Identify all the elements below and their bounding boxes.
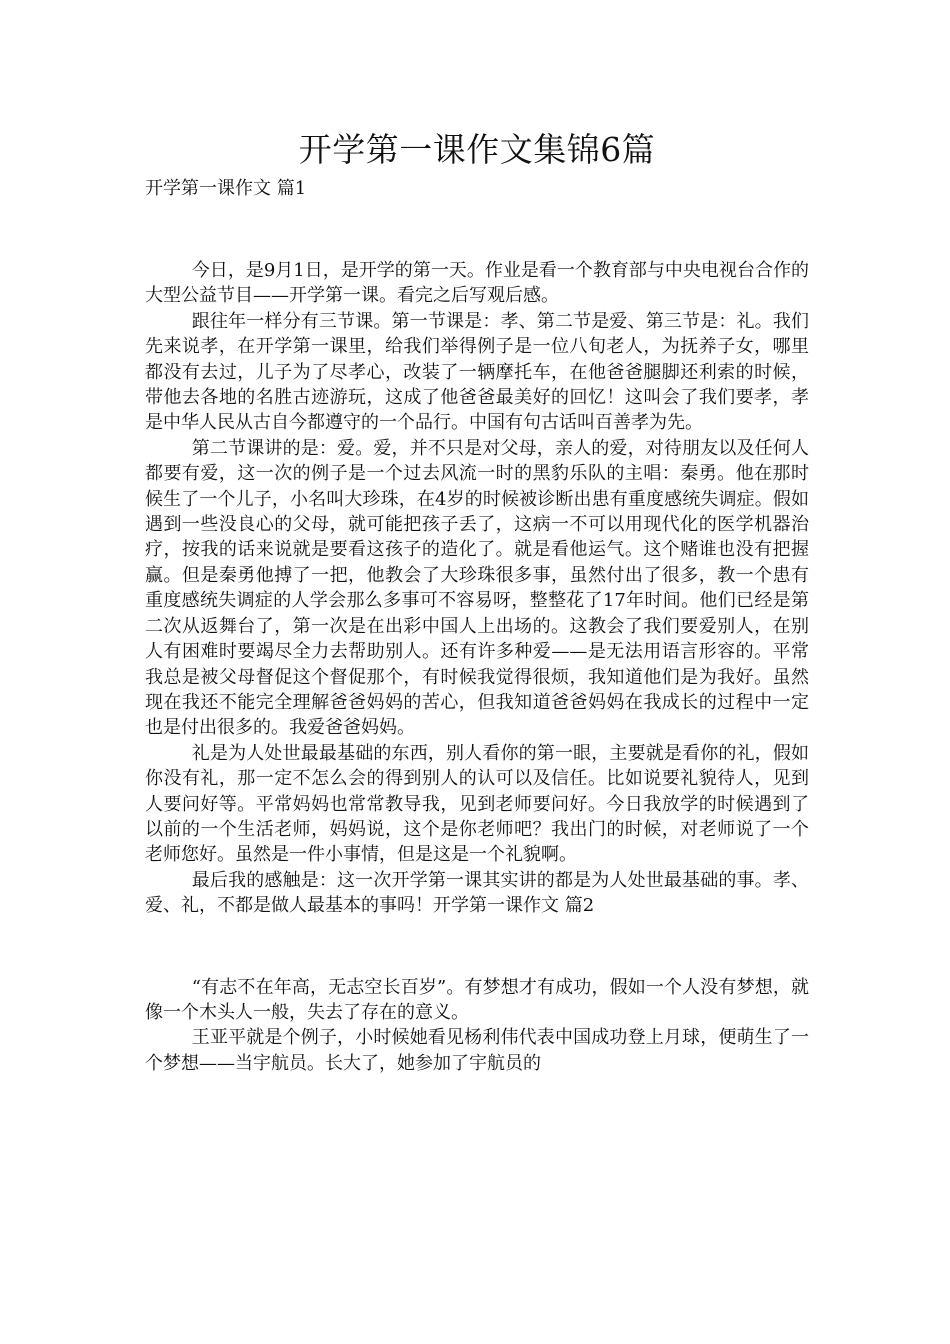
heading-spacer-2 — [145, 919, 809, 975]
heading-spacer — [145, 202, 809, 258]
essay-1-paragraph-2: 跟往年一样分有三节课。第一节课是：孝、第二节是爱、第三节是：礼。我们先来说孝，在开学第一课里，给我们举得例子是一位八旬老人，为抚养子女，哪里都没有去过，儿子为了尽孝心，改装了一辆摩托车，在他爸爸腿脚还利索的时候，带他去各地的名胜古迹游玩，这成了他爸爸最美好的回忆！这叫会了我们要孝，孝是中华人民从古自今都遵守的一个品行。中国有句古话叫百善孝为先。 — [145, 310, 809, 434]
essay-2-paragraph-1: “有志不在年高，无志空长百岁”。有梦想才有成功，假如一个人没有梦想，就像一个木头人一般，失去了存在的意义。 — [145, 976, 809, 1023]
essay-1-paragraph-1: 今日，是9月1日，是开学的第一天。作业是看一个教育部与中央电视台合作的大型公益节目——开学第一课。看完之后写观后感。 — [145, 260, 809, 307]
document-page — [145, 128, 809, 1076]
essay-1-heading: 开学第一课作文 篇1 — [145, 178, 307, 199]
essay-1-paragraph-5 — [145, 868, 809, 919]
essay-1-paragraph-4: 礼是为人处世最最基础的东西，别人看你的第一眼，主要就是看你的礼，假如你没有礼，那一定不怎么会的得到别人的认可以及信任。比如说要礼貌待人，见到人要问好等。平常妈妈也常常教导我，见到老师要问好。今日我放学的时候遇到了以前的一个生活老师，妈妈说，这个是你老师吧？我出门的时候，对老师说了一个老师您好。虽然是一件小事情，但是这是一个礼貌啊。 — [145, 742, 809, 866]
document-title: 开学第一课作文集锦6篇 — [298, 130, 656, 169]
essay-2-paragraph-2: 王亚平就是个例子，小时候她看见杨利伟代表中国成功登上月球，便萌生了一个梦想——当宇航员。长大了，她参加了宇航员的 — [145, 1027, 809, 1074]
essay-2-heading: 开学第一课作文 篇2 — [433, 895, 595, 917]
essay-1-paragraph-3: 第二节课讲的是：爱。爱，并不只是对父母，亲人的爱，对待朋友以及任何人都要有爱，这一次的例子是一个过去风流一时的黑豹乐队的主唱：秦勇。他在那时候生了一个儿子，小名叫大珍珠，在4岁的时候被诊断出患有重度感统失调症。假如遇到一些没良心的父母，就可能把孩子丢了，这病一不可以用现代化的医学机器治疗，按我的话来说就是要看这孩子的造化了。就是看他运气。这个赌谁也没有把握赢。但是秦勇他搏了一把，他教会了大珍珠很多事，虽然付出了很多，教一个患有重度感统失调症的人学会那么多事可不容易呀，整整花了17年时间。他们已经是第二次从返舞台了，第一次是在出彩中国人上出场的。这教会了我们要爱别人，在别人有困难时要竭尽全力去帮助别人。还有许多种爱——是无法用语言形容的。平常我总是被父母督促这个督促那个，有时候我觉得很烦，我知道他们是为我好。虽然现在我还不能完全理解爸爸妈妈的苦心，但我知道爸爸妈妈在我成长的过程中一定也是付出很多的。我爱爸爸妈妈。 — [145, 437, 809, 739]
essay-1-last-paragraph-text: 最后我的感触是：这一次开学第一课其实讲的都是为人处世最基础的事。孝、爱、礼，不都是做人最基本的事吗！ — [145, 869, 809, 917]
